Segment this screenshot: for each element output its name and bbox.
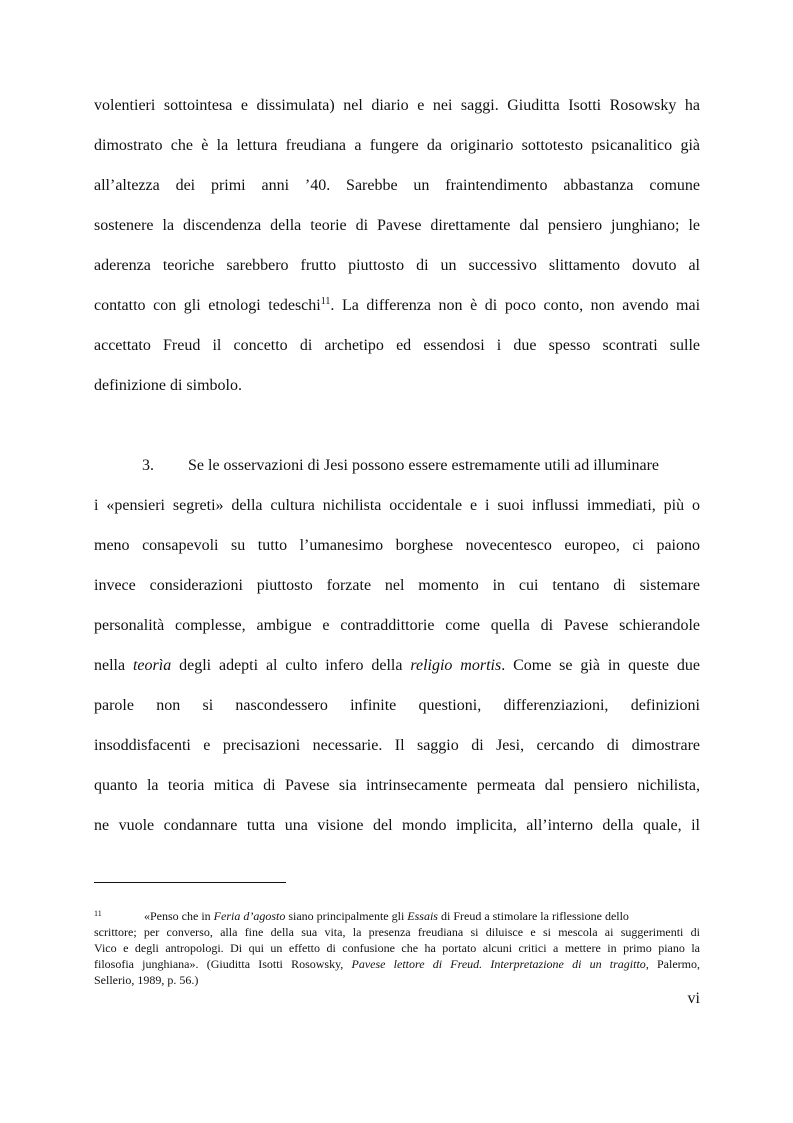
section-number: 3. xyxy=(142,457,154,474)
text-line: ne vuole condannare tutta una visione del mondo implicita, all’interno della quale, il xyxy=(94,817,700,834)
paragraph-2 xyxy=(94,446,700,846)
italic-title: Feria d’agosto xyxy=(213,909,286,923)
italic-term: religio mortis xyxy=(410,657,502,674)
text-line: personalità complesse, ambigue e contraddittorie come quella di Pavese schierandole xyxy=(94,617,700,634)
italic-title: Pavese lettore di Freud. Interpretazione di un tragitto xyxy=(351,957,646,971)
text-line: volentieri sottointesa e dissimulata) nel diario e nei saggi. Giuditta Isotti Rosowsky ha xyxy=(94,97,700,114)
footnote-reference[interactable]: 11 xyxy=(320,296,331,307)
text-segment: filosofia junghiana». (Giuditta Isotti Rosowsky, xyxy=(94,957,352,971)
footnote-line: 11 «Penso che in Feria d’agosto siano principalmente gli Essais di Freud a stimolare la riflessione dello xyxy=(94,909,629,923)
text-line: all’altezza dei primi anni ’40. Sarebbe un fraintendimento abbastanza comune xyxy=(94,177,700,194)
footnote-line: Vico e degli antropologi. Di qui un effetto di confusione che ha portato alcuni critici a mettere in primo piano la xyxy=(94,941,700,955)
text-line: parole non si nascondessero infinite questioni, differenziazioni, definizioni xyxy=(94,697,700,714)
text-segment: «Penso che in xyxy=(144,909,214,923)
text-line: quanto la teoria mitica di Pavese sia intrinsecamente permeata dal pensiero nichilista, xyxy=(94,777,700,794)
text-segment: degli adepti al culto infero della xyxy=(171,657,411,674)
text-line: aderenza teoriche sarebbero frutto piuttosto di un successivo slittamento dovuto al xyxy=(94,257,700,274)
text-segment: contatto con gli etnologi tedeschi xyxy=(94,297,321,314)
italic-title: Essais xyxy=(407,909,438,923)
text-segment: . La differenza non è di poco conto, non avendo mai xyxy=(330,297,701,314)
text-line: sostenere la discendenza della teorie di Pavese direttamente dal pensiero junghiano; le xyxy=(94,217,700,234)
italic-term: teorìa xyxy=(132,657,172,674)
footnote-line: Sellerio, 1989, p. 56.) xyxy=(94,973,199,987)
footnote-line: scrittore; per converso, alla fine della sua vita, la presenza freudiana si diluisce e si mescola ai suggerimenti di xyxy=(94,925,700,939)
text-segment: Se le osservazioni di Jesi possono essere estremamente utili ad illuminare xyxy=(188,457,659,474)
text-segment: . Come se già in queste due xyxy=(501,657,701,674)
footnote xyxy=(94,908,700,988)
text-line: definizione di simbolo. xyxy=(94,377,242,394)
text-line: meno consapevoli su tutto l’umanesimo borghese novecentesco europeo, ci paiono xyxy=(94,537,700,554)
text-line: insoddisfacenti e precisazioni necessarie. Il saggio di Jesi, cercando di dimostrare xyxy=(94,737,700,754)
text-line: invece considerazioni piuttosto forzate nel momento in cui tentano di sistemare xyxy=(94,577,700,594)
text-line: accettato Freud il concetto di archetipo ed essendosi i due spesso scontrati sulle xyxy=(94,337,700,354)
text-segment: siano principalmente gli xyxy=(285,909,408,923)
text-line xyxy=(94,286,700,326)
footnote-separator xyxy=(94,882,286,883)
text-line xyxy=(94,646,700,686)
paragraph-1 xyxy=(94,86,700,406)
text-line: i «pensieri segreti» della cultura nichilista occidentale e i suoi influssi immediati, più o xyxy=(94,497,700,514)
text-line: dimostrato che è la lettura freudiana a fungere da originario sottotesto psicanalitico già xyxy=(94,137,700,154)
footnote-line xyxy=(94,956,700,972)
page-number: vi xyxy=(687,990,700,1007)
text-line xyxy=(94,446,700,486)
text-segment: di Freud a stimolare la riflessione dello xyxy=(437,909,629,923)
text-segment: nella xyxy=(94,657,133,674)
text-segment: , Palermo, xyxy=(645,957,700,971)
